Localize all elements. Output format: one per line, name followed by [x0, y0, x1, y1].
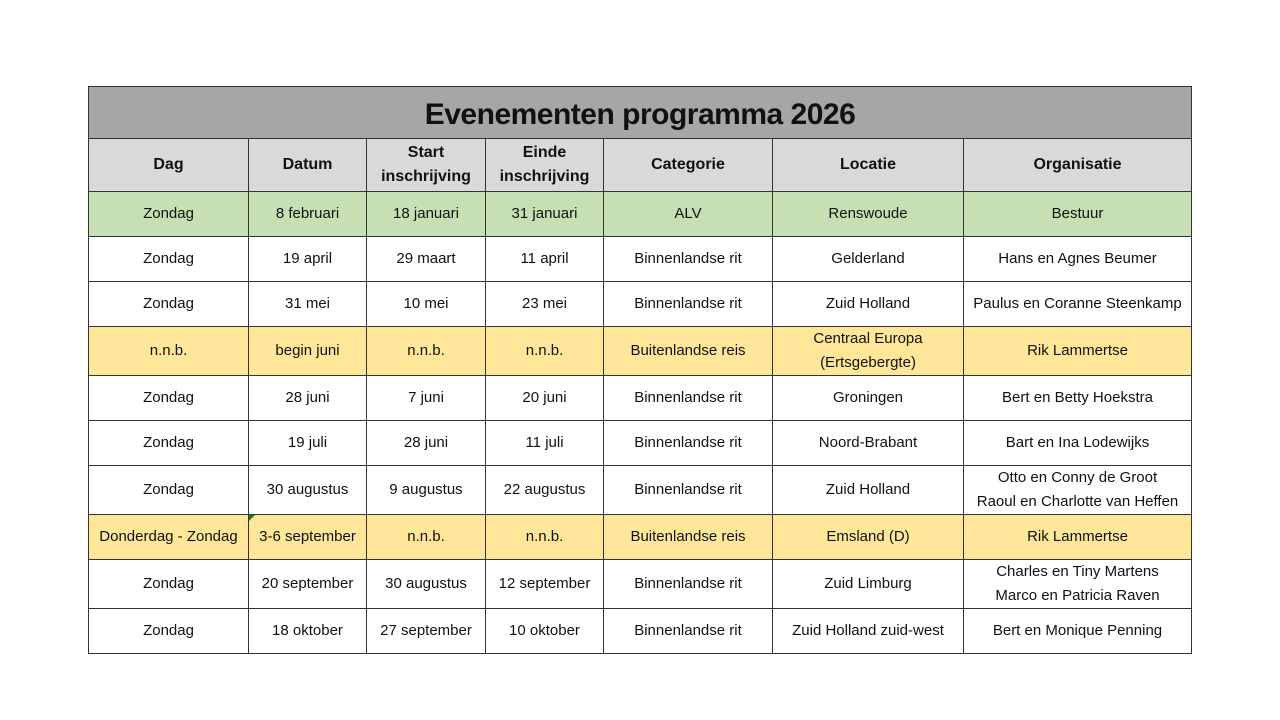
header-einde-inschrijving: Einde inschrijving	[486, 139, 604, 192]
cell-organisatie: Bestuur	[964, 192, 1192, 237]
cell-start-inschrijving: n.n.b.	[367, 515, 486, 560]
cell-einde-inschrijving: 22 augustus	[486, 466, 604, 515]
table-row	[89, 192, 1192, 237]
cell-datum: 19 april	[249, 237, 367, 282]
cell-einde-inschrijving: 11 juli	[486, 421, 604, 466]
table-row	[89, 237, 1192, 282]
header-dag: Dag	[89, 139, 249, 192]
cell-start-inschrijving: 7 juni	[367, 376, 486, 421]
cell-datum: 20 september	[249, 560, 367, 609]
header-organisatie: Organisatie	[964, 139, 1192, 192]
cell-locatie: Centraal Europa (Ertsgebergte)	[773, 327, 964, 376]
cell-einde-inschrijving: 23 mei	[486, 282, 604, 327]
cell-organisatie: Rik Lammertse	[964, 327, 1192, 376]
cell-dag: Donderdag - Zondag	[89, 515, 249, 560]
cell-locatie: Zuid Limburg	[773, 560, 964, 609]
table-row	[89, 376, 1192, 421]
cell-start-inschrijving: 28 juni	[367, 421, 486, 466]
cell-locatie: Zuid Holland zuid-west	[773, 609, 964, 654]
table-row	[89, 609, 1192, 654]
cell-organisatie: Bart en Ina Lodewijks	[964, 421, 1192, 466]
header-row	[89, 139, 1192, 192]
table-row	[89, 327, 1192, 376]
cell-locatie: Zuid Holland	[773, 466, 964, 515]
cell-locatie: Emsland (D)	[773, 515, 964, 560]
cell-datum: 19 juli	[249, 421, 367, 466]
cell-start-inschrijving: 9 augustus	[367, 466, 486, 515]
cell-dag: Zondag	[89, 376, 249, 421]
cell-einde-inschrijving: n.n.b.	[486, 327, 604, 376]
cell-categorie: Buitenlandse reis	[604, 327, 773, 376]
cell-datum: 18 oktober	[249, 609, 367, 654]
cell-categorie: Binnenlandse rit	[604, 609, 773, 654]
cell-start-inschrijving: 27 september	[367, 609, 486, 654]
cell-dag: Zondag	[89, 609, 249, 654]
table-row	[89, 421, 1192, 466]
cell-dag: Zondag	[89, 237, 249, 282]
cell-start-inschrijving: 18 januari	[367, 192, 486, 237]
header-datum: Datum	[249, 139, 367, 192]
cell-categorie: Binnenlandse rit	[604, 466, 773, 515]
cell-dag: Zondag	[89, 466, 249, 515]
cell-locatie: Gelderland	[773, 237, 964, 282]
cell-categorie: Buitenlandse reis	[604, 515, 773, 560]
cell-categorie: Binnenlandse rit	[604, 237, 773, 282]
cell-organisatie: Hans en Agnes Beumer	[964, 237, 1192, 282]
cell-organisatie: Paulus en Coranne Steenkamp	[964, 282, 1192, 327]
header-locatie: Locatie	[773, 139, 964, 192]
cell-start-inschrijving: 10 mei	[367, 282, 486, 327]
cell-dag: n.n.b.	[89, 327, 249, 376]
cell-einde-inschrijving: n.n.b.	[486, 515, 604, 560]
cell-datum: begin juni	[249, 327, 367, 376]
cell-locatie: Noord-Brabant	[773, 421, 964, 466]
cell-locatie: Renswoude	[773, 192, 964, 237]
header-categorie: Categorie	[604, 139, 773, 192]
cell-datum: 8 februari	[249, 192, 367, 237]
cell-categorie: Binnenlandse rit	[604, 376, 773, 421]
cell-einde-inschrijving: 10 oktober	[486, 609, 604, 654]
table-row	[89, 466, 1192, 515]
cell-start-inschrijving: n.n.b.	[367, 327, 486, 376]
cell-start-inschrijving: 30 augustus	[367, 560, 486, 609]
cell-categorie: Binnenlandse rit	[604, 560, 773, 609]
cell-categorie: ALV	[604, 192, 773, 237]
cell-locatie: Groningen	[773, 376, 964, 421]
cell-organisatie: Bert en Betty Hoekstra	[964, 376, 1192, 421]
table-title: Evenementen programma 2026	[89, 87, 1192, 139]
cell-dag: Zondag	[89, 192, 249, 237]
cell-categorie: Binnenlandse rit	[604, 421, 773, 466]
cell-locatie: Zuid Holland	[773, 282, 964, 327]
cell-organisatie: Rik Lammertse	[964, 515, 1192, 560]
events-table	[88, 86, 1192, 654]
cell-datum: 31 mei	[249, 282, 367, 327]
table-row	[89, 282, 1192, 327]
cell-datum: 28 juni	[249, 376, 367, 421]
table-row	[89, 560, 1192, 609]
cell-einde-inschrijving: 11 april	[486, 237, 604, 282]
header-start-inschrijving: Start inschrijving	[367, 139, 486, 192]
cell-dag: Zondag	[89, 282, 249, 327]
cell-organisatie: Charles en Tiny Martens Marco en Patricia Raven	[964, 560, 1192, 609]
cell-einde-inschrijving: 31 januari	[486, 192, 604, 237]
table-body	[89, 192, 1192, 654]
table-row	[89, 515, 1192, 560]
cell-datum: 3-6 september	[249, 515, 367, 560]
cell-dag: Zondag	[89, 560, 249, 609]
cell-einde-inschrijving: 20 juni	[486, 376, 604, 421]
cell-datum: 30 augustus	[249, 466, 367, 515]
cell-einde-inschrijving: 12 september	[486, 560, 604, 609]
cell-organisatie: Otto en Conny de Groot Raoul en Charlotte van Heffen	[964, 466, 1192, 515]
cell-organisatie: Bert en Monique Penning	[964, 609, 1192, 654]
cell-categorie: Binnenlandse rit	[604, 282, 773, 327]
cell-dag: Zondag	[89, 421, 249, 466]
cell-start-inschrijving: 29 maart	[367, 237, 486, 282]
